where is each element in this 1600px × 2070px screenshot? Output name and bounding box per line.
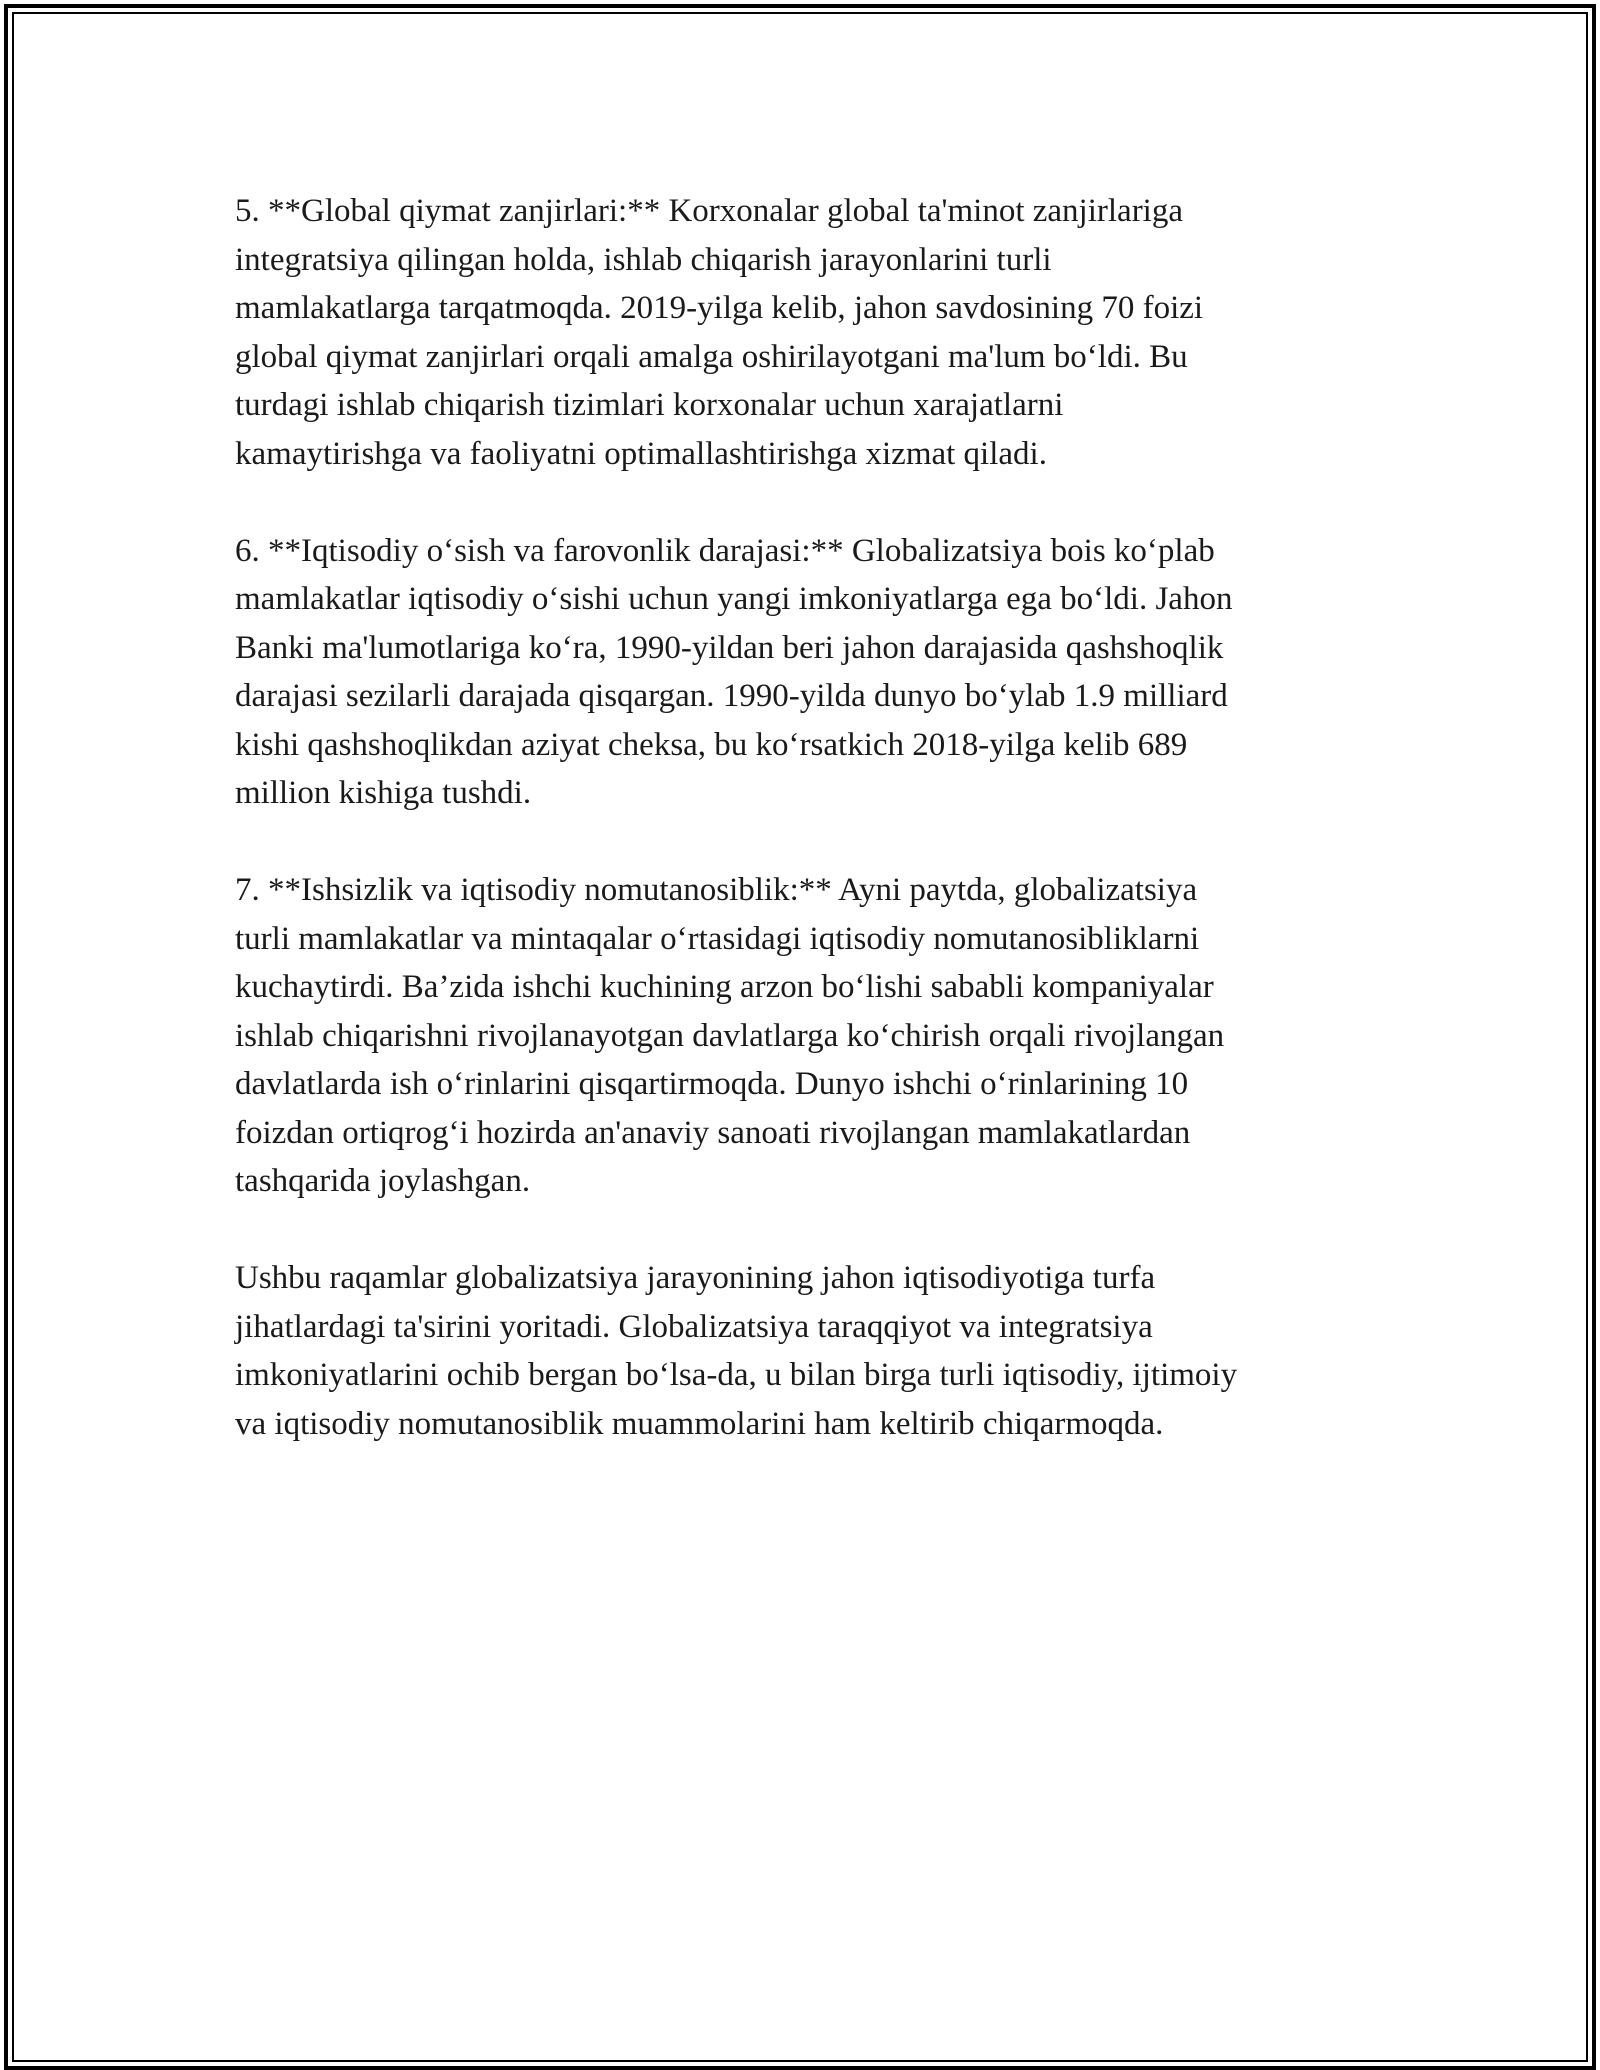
document-body xyxy=(235,187,1375,1497)
paragraph-unemployment-imbalance: 7. **Ishsizlik va iqtisodiy nomutanosiblik:** Ayni paytda, globalizatsiya turli mamlakatlar va mintaqalar o‘rtasidagi iqtisodiy nomutanosibliklarni kuchaytirdi. Ba’zida ishchi kuchining arzon bo‘lishi sababli kompaniyalar ishlab chiqarishni rivojlanayotgan davlatlarga ko‘chirish orqali rivojlangan davlatlarda ish o‘rinlarini qisqartirmoqda. Dunyo ishchi o‘rinlarining 10 foizdan ortiqrog‘i hozirda an'anaviy sanoati rivojlangan mamlakatlardan tashqarida joylashgan. xyxy=(235,872,1225,1199)
paragraph-economic-growth: 6. **Iqtisodiy o‘sish va farovonlik darajasi:** Globalizatsiya bois ko‘plab mamlakatlar iqtisodiy o‘sishi uchun yangi imkoniyatlarga ega bo‘ldi. Jahon Banki ma'lumotlariga ko‘ra, 1990-yildan beri jahon darajasida qashshoqlik darajasi sezilarli darajada qisqargan. 1990-yilda dunyo bo‘ylab 1.9 milliard kishi qashshoqlikdan aziyat cheksa, bu ko‘rsatkich 2018-yilga kelib 689 million kishiga tushdi. xyxy=(235,532,1233,811)
paragraph-conclusion: Ushbu raqamlar globalizatsiya jarayonining jahon iqtisodiyotiga turfa jihatlardagi ta'sirini yoritadi. Globalizatsiya taraqqiyot va integratsiya imkoniyatlarini ochib bergan bo‘lsa-da, u bilan birga turli iqtisodiy, ijtimoiy va iqtisodiy nomutanosiblik muammolarini ham keltirib chiqarmoqda. xyxy=(235,1260,1238,1442)
paragraph-global-value-chains: 5. **Global qiymat zanjirlari:** Korxonalar global ta'minot zanjirlariga integratsiya qilingan holda, ishlab chiqarish jarayonlarini turli mamlakatlarga tarqatmoqda. 2019-yilga kelib, jahon savdosining 70 foizi global qiymat zanjirlari orqali amalga oshirilayotgani ma'lum bo‘ldi. Bu turdagi ishlab chiqarish tizimlari korxonalar uchun xarajatlarni kamaytirishga va faoliyatni optimallashtirishga xizmat qiladi. xyxy=(235,193,1204,472)
